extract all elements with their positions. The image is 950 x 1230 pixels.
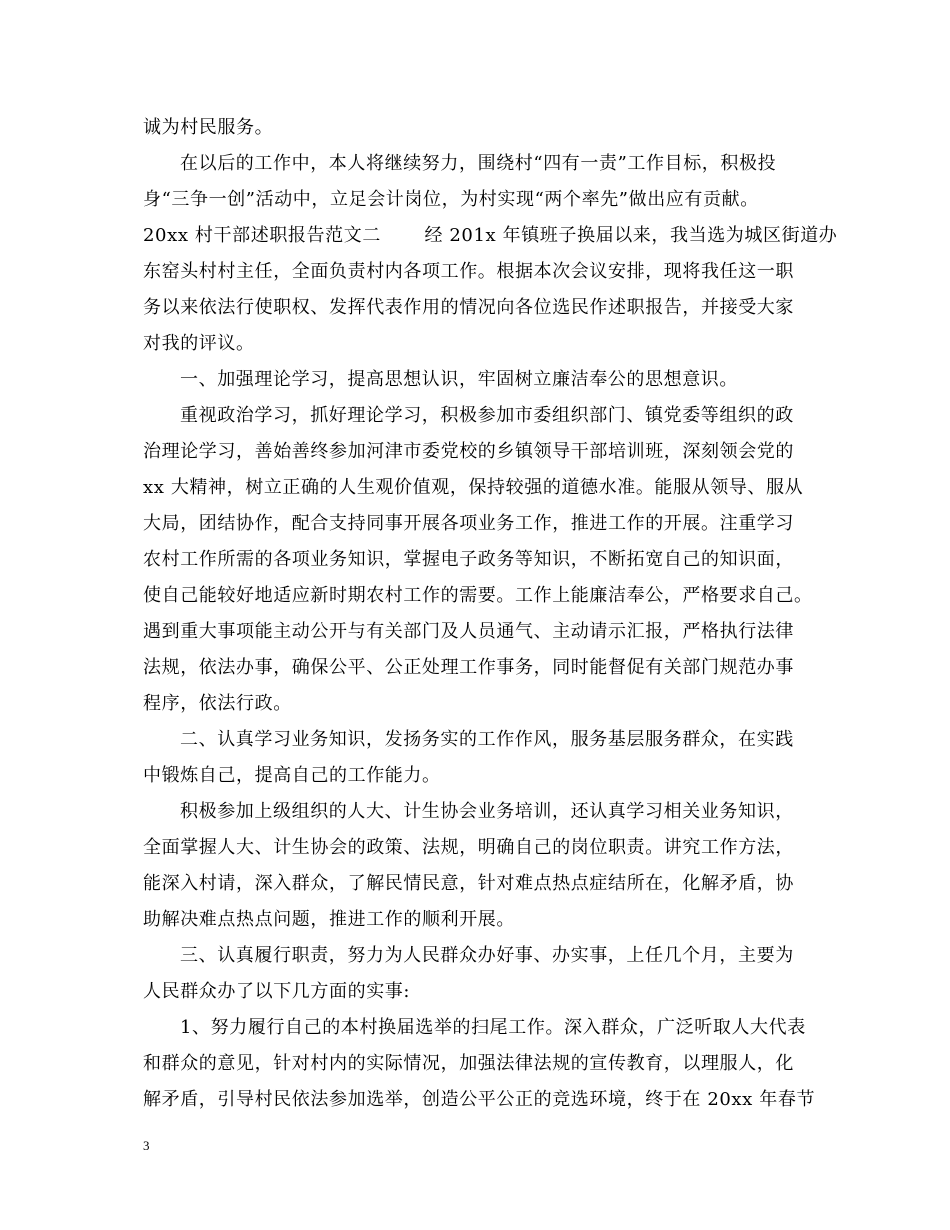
text-line: 解矛盾，引导村民依法参加选举，创造公平公正的竞选环境，终于在 20xx 年春节 <box>143 1089 816 1110</box>
text-line: 助解决难点热点问题，推进工作的顺利开展。 <box>143 909 515 930</box>
text-line: 法规，依法办事，确保公平、公正处理工作事务，同时能督促有关部门规范办事 <box>143 657 794 678</box>
text-line: 使自己能较好地适应新时期农村工作的需要。工作上能廉洁奉公，严格要求自己。 <box>143 585 813 606</box>
text-line: 农村工作所需的各项业务知识，掌握电子政务等知识，不断拓宽自己的知识面， <box>143 549 794 570</box>
text-line: 积极参加上级组织的人大、计生协会业务培训，还认真学习相关业务知识， <box>180 801 794 822</box>
text-line: 重视政治学习，抓好理论学习，积极参加市委组织部门、镇党委等组织的政 <box>180 405 794 426</box>
text-line: 1、努力履行自己的本村换届选举的扫尾工作。深入群众，广泛听取人大代表 <box>180 1017 806 1038</box>
section-heading: 二、认真学习业务知识，发扬务实的工作作风，服务基层服务群众，在实践 <box>180 729 794 750</box>
text-line: 程序，依法行政。 <box>143 693 292 714</box>
text-line: 20xx 村干部述职报告范文二 经 201x 年镇班子换届以来，我当选为城区街道办 <box>143 225 838 246</box>
text-line: 对我的评议。 <box>143 333 255 354</box>
text-line: 务以来依法行使职权、发挥代表作用的情况向各位选民作述职报告，并接受大家 <box>143 297 794 318</box>
text-line: 遇到重大事项能主动公开与有关部门及人员通气、主动请示汇报，严格执行法律 <box>143 621 794 642</box>
text-line: 全面掌握人大、计生协会的政策、法规，明确自己的岗位职责。讲究工作方法， <box>143 837 794 858</box>
text-line: 在以后的工作中，本人将继续努力，围绕村“四有一责”工作目标，积极投 <box>180 153 777 174</box>
text-line: 人民群众办了以下几方面的实事: <box>143 981 411 1002</box>
text-line: 和群众的意见，针对村内的实际情况，加强法律法规的宣传教育，以理服人，化 <box>143 1053 794 1074</box>
text-line: 能深入村请，深入群众，了解民情民意，针对难点热点症结所在，化解矛盾，协 <box>143 873 794 894</box>
text-line: 中锻炼自己，提高自己的工作能力。 <box>143 765 441 786</box>
text-line: 大局，团结协作，配合支持同事开展各项业务工作，推进工作的开展。注重学习 <box>143 513 794 534</box>
section-heading: 一、加强理论学习，提高思想认识，牢固树立廉洁奉公的思想意识。 <box>180 369 738 390</box>
text-line: 诚为村民服务。 <box>143 117 274 138</box>
text-line: xx 大精神，树立正确的人生观价值观，保持较强的道德水准。能服从领导、服从 <box>143 477 804 498</box>
text-line: 身“三争一创”活动中，立足会计岗位，为村实现“两个率先”做出应有贡献。 <box>143 189 759 210</box>
page-number: 3 <box>143 1138 150 1153</box>
text-line: 治理论学习，善始善终参加河津市委党校的乡镇领导干部培训班，深刻领会党的 <box>143 441 794 462</box>
section-heading: 三、认真履行职责，努力为人民群众办好事、办实事，上任几个月，主要为 <box>180 945 794 966</box>
text-line: 东窑头村村主任，全面负责村内各项工作。根据本次会议安排，现将我任这一职 <box>143 261 794 282</box>
